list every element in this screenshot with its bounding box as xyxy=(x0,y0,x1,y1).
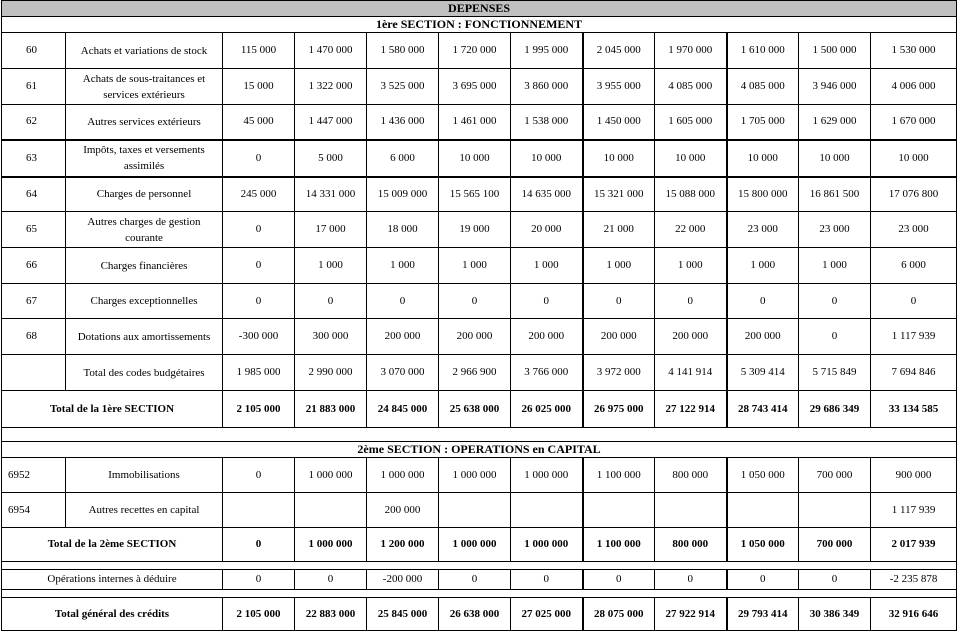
account-value: 200 000 xyxy=(367,319,439,355)
table-row xyxy=(2,105,957,140)
internal-ops-value: 0 xyxy=(223,570,295,590)
account-value: 17 000 xyxy=(295,212,367,248)
account-value: 15 321 000 xyxy=(583,177,655,212)
account-value: 15 800 000 xyxy=(727,177,799,212)
account-value: 10 000 xyxy=(511,140,583,177)
internal-ops-value: 0 xyxy=(799,570,871,590)
account-value: 6 000 xyxy=(367,140,439,177)
internal-ops-value: 0 xyxy=(295,570,367,590)
budget-total-label: Total des codes budgétaires xyxy=(66,355,223,391)
account-code: 6952 xyxy=(2,458,66,493)
expenses-table xyxy=(1,0,957,631)
spacer-row xyxy=(2,428,957,442)
account-value: 1 000 xyxy=(511,248,583,284)
account-value: 22 000 xyxy=(655,212,727,248)
account-value: 1 436 000 xyxy=(367,105,439,140)
internal-ops-value: 0 xyxy=(727,570,799,590)
table-row xyxy=(2,140,957,177)
account-value: 1 000 xyxy=(439,248,511,284)
account-value: 1 720 000 xyxy=(439,33,511,69)
account-value: 0 xyxy=(223,284,295,319)
budget-total-value: 2 990 000 xyxy=(295,355,367,391)
table-row xyxy=(2,319,957,355)
section1-total-value: 28 743 414 xyxy=(727,391,799,428)
account-value: 0 xyxy=(439,284,511,319)
account-value xyxy=(295,493,367,528)
account-value: 10 000 xyxy=(799,140,871,177)
account-value: 15 088 000 xyxy=(655,177,727,212)
section1-header-row xyxy=(2,17,957,33)
account-value: 5 000 xyxy=(295,140,367,177)
account-value: 0 xyxy=(799,284,871,319)
account-value: 4 085 000 xyxy=(655,69,727,105)
budget-total-value: 3 766 000 xyxy=(511,355,583,391)
account-value: 45 000 xyxy=(223,105,295,140)
account-value: 200 000 xyxy=(439,319,511,355)
account-value: 3 695 000 xyxy=(439,69,511,105)
account-value: 1 000 xyxy=(799,248,871,284)
internal-ops-value: 0 xyxy=(511,570,583,590)
account-value xyxy=(439,493,511,528)
grand-total-value: 25 845 000 xyxy=(367,598,439,631)
section1-total-row xyxy=(2,391,957,428)
account-value: 1 995 000 xyxy=(511,33,583,69)
grand-total-value: 22 883 000 xyxy=(295,598,367,631)
account-value xyxy=(727,493,799,528)
section1-total-value: 27 122 914 xyxy=(655,391,727,428)
table-row xyxy=(2,212,957,248)
internal-ops-row xyxy=(2,570,957,590)
account-value: 15 000 xyxy=(223,69,295,105)
account-value: 15 009 000 xyxy=(367,177,439,212)
title-row xyxy=(2,1,957,17)
grand-total-value: 32 916 646 xyxy=(871,598,957,631)
account-value: 1 629 000 xyxy=(799,105,871,140)
section2-total-label: Total de la 2ème SECTION xyxy=(2,528,223,562)
account-value: 300 000 xyxy=(295,319,367,355)
account-value: 20 000 xyxy=(511,212,583,248)
table-row xyxy=(2,33,957,69)
section1-total-value: 2 105 000 xyxy=(223,391,295,428)
section1-total-value: 25 638 000 xyxy=(439,391,511,428)
account-code: 66 xyxy=(2,248,66,284)
section2-total-value: 1 000 000 xyxy=(511,528,583,562)
account-value: 17 076 800 xyxy=(871,177,957,212)
account-value: 0 xyxy=(223,458,295,493)
account-value xyxy=(223,493,295,528)
account-value: 1 500 000 xyxy=(799,33,871,69)
account-value: 10 000 xyxy=(583,140,655,177)
account-label: Achats et variations de stock xyxy=(66,33,223,69)
table-row xyxy=(2,284,957,319)
account-code: 63 xyxy=(2,140,66,177)
section1-total-value: 29 686 349 xyxy=(799,391,871,428)
account-code: 67 xyxy=(2,284,66,319)
account-value: 10 000 xyxy=(655,140,727,177)
table-row xyxy=(2,458,957,493)
account-code: 60 xyxy=(2,33,66,69)
account-label: Charges de personnel xyxy=(66,177,223,212)
account-value: 1 705 000 xyxy=(727,105,799,140)
account-value: 19 000 xyxy=(439,212,511,248)
account-value: 1 447 000 xyxy=(295,105,367,140)
table-row xyxy=(2,69,957,105)
internal-ops-value: -200 000 xyxy=(367,570,439,590)
section1-total-value: 33 134 585 xyxy=(871,391,957,428)
account-value: 800 000 xyxy=(655,458,727,493)
section2-total-value: 700 000 xyxy=(799,528,871,562)
budget-total-value: 3 972 000 xyxy=(583,355,655,391)
account-label: Immobilisations xyxy=(66,458,223,493)
budget-total-value: 4 141 914 xyxy=(655,355,727,391)
section2-total-value: 1 100 000 xyxy=(583,528,655,562)
account-value: 1 050 000 xyxy=(727,458,799,493)
section2-total-value: 1 200 000 xyxy=(367,528,439,562)
account-label: Autres charges de gestion courante xyxy=(66,212,223,248)
account-value: 10 000 xyxy=(871,140,957,177)
account-value: 10 000 xyxy=(727,140,799,177)
account-value: 1 117 939 xyxy=(871,319,957,355)
account-value: 18 000 xyxy=(367,212,439,248)
internal-ops-value: 0 xyxy=(439,570,511,590)
account-value: 245 000 xyxy=(223,177,295,212)
account-value: 1 000 xyxy=(367,248,439,284)
account-value: 3 525 000 xyxy=(367,69,439,105)
grand-total-value: 30 386 349 xyxy=(799,598,871,631)
account-value: 0 xyxy=(583,284,655,319)
table-title: DEPENSES xyxy=(2,1,957,17)
section1-total-value: 26 975 000 xyxy=(583,391,655,428)
account-value xyxy=(799,493,871,528)
account-value: 200 000 xyxy=(367,493,439,528)
spacer xyxy=(2,428,957,442)
account-value: 0 xyxy=(223,248,295,284)
account-value: 1 450 000 xyxy=(583,105,655,140)
account-value: 0 xyxy=(871,284,957,319)
account-value: 6 000 xyxy=(871,248,957,284)
section2-title: 2ème SECTION : OPERATIONS en CAPITAL xyxy=(2,442,957,458)
grand-total-value: 27 025 000 xyxy=(511,598,583,631)
spacer xyxy=(2,562,957,570)
table-row xyxy=(2,248,957,284)
account-value: 4 085 000 xyxy=(727,69,799,105)
account-value: 3 955 000 xyxy=(583,69,655,105)
section1-total-value: 26 025 000 xyxy=(511,391,583,428)
internal-ops-value: 0 xyxy=(655,570,727,590)
account-value: 1 538 000 xyxy=(511,105,583,140)
section2-total-value: 800 000 xyxy=(655,528,727,562)
account-value: 10 000 xyxy=(439,140,511,177)
account-value xyxy=(511,493,583,528)
account-value: 4 006 000 xyxy=(871,69,957,105)
account-value: 3 946 000 xyxy=(799,69,871,105)
account-value: 1 000 xyxy=(583,248,655,284)
account-value: 1 322 000 xyxy=(295,69,367,105)
account-value: 0 xyxy=(655,284,727,319)
budget-total-value: 2 966 900 xyxy=(439,355,511,391)
account-value: 1 117 939 xyxy=(871,493,957,528)
grand-total-row xyxy=(2,598,957,631)
account-value: -300 000 xyxy=(223,319,295,355)
budget-total-value: 1 985 000 xyxy=(223,355,295,391)
section1-total-value: 24 845 000 xyxy=(367,391,439,428)
account-value: 1 670 000 xyxy=(871,105,957,140)
account-value: 0 xyxy=(223,140,295,177)
grand-total-value: 2 105 000 xyxy=(223,598,295,631)
account-value: 14 331 000 xyxy=(295,177,367,212)
account-value: 200 000 xyxy=(727,319,799,355)
account-value xyxy=(655,493,727,528)
account-label: Achats de sous-traitances et services extérieurs xyxy=(66,69,223,105)
account-value: 115 000 xyxy=(223,33,295,69)
account-label: Charges exceptionnelles xyxy=(66,284,223,319)
account-value: 1 000 000 xyxy=(511,458,583,493)
account-value: 1 470 000 xyxy=(295,33,367,69)
account-label: Dotations aux amortissements xyxy=(66,319,223,355)
section2-total-value: 1 050 000 xyxy=(727,528,799,562)
account-value: 1 461 000 xyxy=(439,105,511,140)
account-code: 6954 xyxy=(2,493,66,528)
account-value: 1 605 000 xyxy=(655,105,727,140)
account-label: Autres recettes en capital xyxy=(66,493,223,528)
account-code: 68 xyxy=(2,319,66,355)
account-value: 23 000 xyxy=(727,212,799,248)
section2-total-value: 2 017 939 xyxy=(871,528,957,562)
account-value: 23 000 xyxy=(799,212,871,248)
section1-total-label: Total de la 1ère SECTION xyxy=(2,391,223,428)
spacer-row xyxy=(2,562,957,570)
account-value: 21 000 xyxy=(583,212,655,248)
section2-header-row xyxy=(2,442,957,458)
budget-total-value: 3 070 000 xyxy=(367,355,439,391)
account-value: 0 xyxy=(367,284,439,319)
account-value: 0 xyxy=(799,319,871,355)
account-value: 0 xyxy=(511,284,583,319)
spacer xyxy=(2,590,957,598)
account-code: 62 xyxy=(2,105,66,140)
grand-total-label: Total général des crédits xyxy=(2,598,223,631)
account-value xyxy=(583,493,655,528)
account-value: 200 000 xyxy=(583,319,655,355)
grand-total-value: 28 075 000 xyxy=(583,598,655,631)
account-value: 1 000 xyxy=(295,248,367,284)
account-value: 1 000 xyxy=(655,248,727,284)
budget-total-value: 5 715 849 xyxy=(799,355,871,391)
account-value: 200 000 xyxy=(655,319,727,355)
account-value: 15 565 100 xyxy=(439,177,511,212)
account-value: 700 000 xyxy=(799,458,871,493)
account-value: 1 530 000 xyxy=(871,33,957,69)
account-value: 16 861 500 xyxy=(799,177,871,212)
account-value: 1 610 000 xyxy=(727,33,799,69)
account-value: 200 000 xyxy=(511,319,583,355)
section2-total-row xyxy=(2,528,957,562)
table-row xyxy=(2,177,957,212)
spacer-row xyxy=(2,590,957,598)
account-value: 23 000 xyxy=(871,212,957,248)
section2-total-value: 1 000 000 xyxy=(295,528,367,562)
section2-total-value: 0 xyxy=(223,528,295,562)
internal-ops-value: -2 235 878 xyxy=(871,570,957,590)
account-label: Impôts, taxes et versements assimilés xyxy=(66,140,223,177)
account-value: 1 580 000 xyxy=(367,33,439,69)
account-value: 1 970 000 xyxy=(655,33,727,69)
account-value: 2 045 000 xyxy=(583,33,655,69)
account-label: Autres services extérieurs xyxy=(66,105,223,140)
account-value: 1 100 000 xyxy=(583,458,655,493)
account-value: 0 xyxy=(223,212,295,248)
budget-total-row xyxy=(2,355,957,391)
section1-total-value: 21 883 000 xyxy=(295,391,367,428)
account-value: 14 635 000 xyxy=(511,177,583,212)
account-code: 61 xyxy=(2,69,66,105)
account-value: 1 000 000 xyxy=(439,458,511,493)
budget-total-value: 7 694 846 xyxy=(871,355,957,391)
grand-total-value: 27 922 914 xyxy=(655,598,727,631)
empty-code xyxy=(2,355,66,391)
account-value: 900 000 xyxy=(871,458,957,493)
account-code: 64 xyxy=(2,177,66,212)
account-value: 1 000 xyxy=(727,248,799,284)
account-value: 1 000 000 xyxy=(295,458,367,493)
account-value: 1 000 000 xyxy=(367,458,439,493)
budget-total-value: 5 309 414 xyxy=(727,355,799,391)
account-label: Charges financières xyxy=(66,248,223,284)
account-code: 65 xyxy=(2,212,66,248)
table-row xyxy=(2,493,957,528)
section2-total-value: 1 000 000 xyxy=(439,528,511,562)
account-value: 0 xyxy=(295,284,367,319)
expenses-table-container xyxy=(1,0,957,639)
grand-total-value: 29 793 414 xyxy=(727,598,799,631)
internal-ops-value: 0 xyxy=(583,570,655,590)
internal-ops-label: Opérations internes à déduire xyxy=(2,570,223,590)
section1-title: 1ère SECTION : FONCTIONNEMENT xyxy=(2,17,957,33)
account-value: 0 xyxy=(727,284,799,319)
account-value: 3 860 000 xyxy=(511,69,583,105)
grand-total-value: 26 638 000 xyxy=(439,598,511,631)
